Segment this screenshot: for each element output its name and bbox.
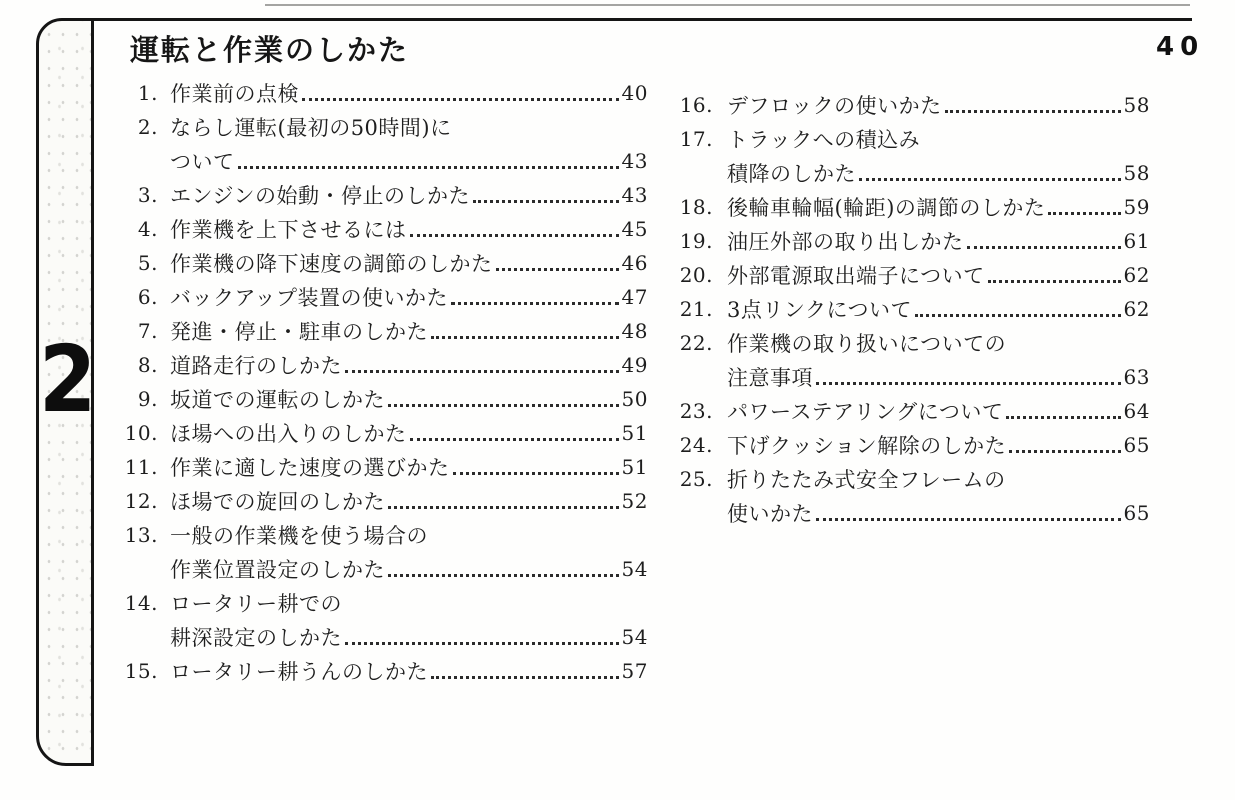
toc-entry-line: [655, 462, 1150, 496]
toc-entry-title: エンジンの始動・停止のしかた: [170, 184, 470, 208]
toc-entry-title: 一般の作業機を使う場合の: [170, 524, 428, 548]
toc-entry-page: 54: [621, 557, 648, 581]
toc-entry-page: 43: [621, 183, 648, 207]
toc-entry-page: 40: [621, 81, 648, 105]
toc-entry-page: 65: [1123, 433, 1150, 457]
toc-leader-dots: [816, 382, 1121, 385]
toc-leader-dots: [345, 642, 619, 645]
toc-entry-line: [655, 496, 1150, 530]
toc-leader-dots: [453, 472, 619, 475]
toc-entry-page: 50: [621, 387, 648, 411]
toc-entry-page: 57: [621, 659, 648, 683]
toc-entry-line: [112, 212, 648, 246]
toc-entry-line: [112, 586, 648, 620]
toc-entry-line: [112, 348, 648, 382]
toc-entry-line: [112, 450, 648, 484]
toc-leader-dots: [859, 178, 1121, 181]
toc-entry-title: デフロックの使いかた: [727, 94, 942, 118]
toc-entry-title: ロータリー耕うんのしかた: [170, 660, 428, 684]
toc-leader-dots: [915, 314, 1121, 317]
toc-entry-title: 作業前の点検: [170, 82, 299, 106]
toc-entry-title: 下げクッション解除のしかた: [727, 434, 1007, 458]
toc-entry-title: 3点リンクについて: [727, 298, 913, 322]
toc-entry-page: 46: [621, 251, 648, 275]
page-title: 運転と作業のしかた: [130, 33, 410, 67]
toc-leader-dots: [967, 246, 1121, 249]
toc-entry-line: [112, 484, 648, 518]
toc-entry-title: 後輪車輪幅(輪距)の調節のしかた: [727, 196, 1046, 220]
toc-entry-number: 18.: [679, 195, 713, 219]
toc-entry-page: 51: [621, 421, 648, 445]
toc-entry-title: パワーステアリングについて: [727, 400, 1004, 424]
toc-entry-number: 23.: [679, 399, 713, 423]
toc-entry-title: 道路走行のしかた: [170, 354, 342, 378]
toc-entry-title: 外部電源取出端子について: [727, 264, 985, 288]
toc-leader-dots: [1048, 212, 1120, 215]
toc-entry-page: 59: [1123, 195, 1150, 219]
toc-entry-line: [112, 178, 648, 212]
toc-leader-dots: [988, 280, 1121, 283]
toc-entry-number: 12.: [124, 489, 158, 513]
toc-entry-page: 43: [621, 149, 648, 173]
toc-entry-page: 65: [1123, 501, 1150, 525]
toc-entry-number: 11.: [124, 455, 158, 479]
toc-entry-line: [112, 76, 648, 110]
toc-entry-line: [655, 122, 1150, 156]
toc-entry-number: 1.: [137, 81, 158, 105]
toc-entry-line: [112, 280, 648, 314]
toc-right-column: [655, 88, 1150, 530]
toc-leader-dots: [410, 438, 619, 441]
toc-leader-dots: [1009, 450, 1120, 453]
toc-entry-number: 10.: [124, 421, 158, 445]
toc-entry-page: 61: [1123, 229, 1150, 253]
toc-entry-title: 作業機の取り扱いについての: [727, 332, 1007, 356]
toc-leader-dots: [388, 574, 619, 577]
toc-entry-line: [655, 394, 1150, 428]
toc-entry-line: [112, 416, 648, 450]
toc-entry-page: 45: [621, 217, 648, 241]
toc-left-column: [112, 76, 648, 688]
toc-entry-number: 3.: [137, 183, 158, 207]
toc-entry-title: 油圧外部の取り出しかた: [727, 230, 964, 254]
toc-entry-line: [112, 654, 648, 688]
toc-entry-title: ならし運転(最初の50時間)に: [170, 116, 452, 140]
toc-leader-dots: [945, 110, 1121, 113]
toc-entry-line: [655, 326, 1150, 360]
toc-entry-title: 作業機の降下速度の調節のしかた: [170, 252, 493, 276]
toc-entry-title: ついて: [170, 150, 235, 174]
toc-entry-number: 5.: [137, 251, 158, 275]
toc-entry-number: 8.: [137, 353, 158, 377]
toc-entry-title: 使いかた: [727, 502, 813, 526]
toc-entry-page: 52: [621, 489, 648, 513]
toc-entry-number: 2.: [137, 115, 158, 139]
toc-entry-line: [112, 144, 648, 178]
toc-entry-line: [655, 224, 1150, 258]
toc-entry-number: 6.: [137, 285, 158, 309]
toc-leader-dots: [451, 302, 619, 305]
toc-leader-dots: [431, 676, 619, 679]
toc-entry-line: [112, 552, 648, 586]
toc-entry-line: [112, 518, 648, 552]
toc-entry-title: 積降のしかた: [727, 162, 856, 186]
toc-leader-dots: [431, 336, 619, 339]
toc-entry-line: [655, 292, 1150, 326]
toc-entry-title: 坂道での運転のしかた: [170, 388, 385, 412]
toc-entry-line: [655, 156, 1150, 190]
toc-entry-number: 4.: [137, 217, 158, 241]
toc-entry-number: 20.: [679, 263, 713, 287]
toc-entry-title: ほ場への出入りのしかた: [170, 422, 407, 446]
toc-entry-page: 64: [1123, 399, 1150, 423]
toc-entry-page: 58: [1123, 93, 1150, 117]
toc-entry-line: [112, 314, 648, 348]
toc-leader-dots: [345, 370, 619, 373]
toc-entry-number: 9.: [137, 387, 158, 411]
scan-artifact-line: [265, 4, 1190, 6]
toc-entry-number: 22.: [679, 331, 713, 355]
toc-entry-page: 63: [1123, 365, 1150, 389]
toc-entry-line: [655, 88, 1150, 122]
toc-leader-dots: [410, 234, 619, 237]
toc-entry-page: 58: [1123, 161, 1150, 185]
toc-entry-line: [112, 110, 648, 144]
toc-entry-page: 47: [621, 285, 648, 309]
toc-entry-number: 17.: [679, 127, 713, 151]
toc-entry-title: 作業位置設定のしかた: [170, 558, 385, 582]
toc-leader-dots: [496, 268, 619, 271]
toc-entry-title: 注意事項: [727, 366, 813, 390]
toc-entry-title: 作業機を上下させるには: [170, 218, 407, 242]
toc-leader-dots: [816, 518, 1121, 521]
toc-entry-line: [112, 620, 648, 654]
toc-entry-page: 62: [1123, 297, 1150, 321]
toc-entry-number: 24.: [679, 433, 713, 457]
toc-entry-line: [655, 258, 1150, 292]
toc-entry-number: 19.: [679, 229, 713, 253]
toc-entry-title: ほ場での旋回のしかた: [170, 490, 385, 514]
toc-leader-dots: [238, 166, 619, 169]
toc-entry-number: 25.: [679, 467, 713, 491]
toc-entry-number: 7.: [137, 319, 158, 343]
toc-leader-dots: [1006, 416, 1120, 419]
toc-leader-dots: [388, 506, 619, 509]
toc-entry-page: 49: [621, 353, 648, 377]
toc-entry-title: 耕深設定のしかた: [170, 626, 342, 650]
toc-entry-line: [655, 428, 1150, 462]
page-number: 40: [1156, 32, 1205, 62]
top-border-rule: [93, 18, 1192, 21]
toc-entry-line: [112, 246, 648, 280]
toc-entry-line: [112, 382, 648, 416]
toc-entry-title: トラックへの積込み: [727, 128, 921, 152]
toc-leader-dots: [388, 404, 619, 407]
toc-entry-number: 16.: [679, 93, 713, 117]
toc-entry-page: 51: [621, 455, 648, 479]
toc-entry-page: 54: [621, 625, 648, 649]
toc-leader-dots: [473, 200, 619, 203]
toc-entry-line: [655, 360, 1150, 394]
toc-entry-page: 62: [1123, 263, 1150, 287]
toc-leader-dots: [302, 98, 619, 101]
toc-entry-title: バックアップ装置の使いかた: [170, 286, 449, 310]
toc-entry-number: 21.: [679, 297, 713, 321]
chapter-tab-number: 2: [38, 326, 97, 433]
toc-entry-page: 48: [621, 319, 648, 343]
toc-entry-title: ロータリー耕での: [170, 592, 342, 616]
toc-entry-title: 発進・停止・駐車のしかた: [170, 320, 428, 344]
toc-entry-title: 折りたたみ式安全フレームの: [727, 468, 1006, 492]
toc-entry-line: [655, 190, 1150, 224]
toc-entry-number: 13.: [124, 523, 158, 547]
toc-entry-number: 15.: [124, 659, 158, 683]
toc-entry-title: 作業に適した速度の選びかた: [170, 456, 450, 480]
toc-entry-number: 14.: [124, 591, 158, 615]
